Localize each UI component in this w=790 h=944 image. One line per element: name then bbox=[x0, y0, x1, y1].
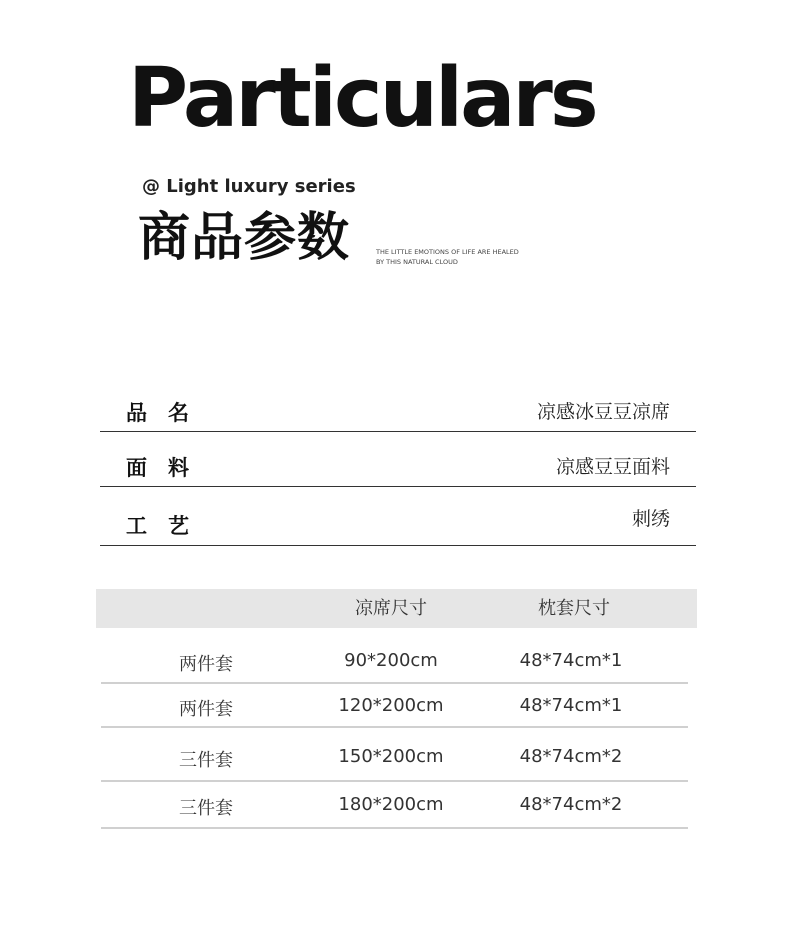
spec-value: 刺绣 bbox=[631, 508, 670, 530]
series-label: @ Light luxury series bbox=[142, 176, 356, 197]
spec-row-name bbox=[100, 397, 696, 427]
tagline-line-1: THE LITTLE EMOTIONS OF LIFE ARE HEALED bbox=[376, 248, 519, 256]
row-divider bbox=[101, 827, 688, 829]
row-divider bbox=[101, 682, 688, 684]
spec-value: 凉感冰豆豆凉席 bbox=[536, 401, 670, 423]
table-cell: 三件套 bbox=[179, 798, 233, 819]
column-header: 枕套尺寸 bbox=[538, 598, 610, 619]
tagline-line-2: BY THIS NATURAL CLOUD bbox=[376, 258, 458, 266]
table-cell: 90*200cm bbox=[344, 650, 438, 671]
spec-label: 工 艺 bbox=[126, 514, 189, 538]
column-header bbox=[126, 589, 286, 628]
page-title: Particulars bbox=[128, 51, 596, 146]
table-cell: 180*200cm bbox=[338, 794, 444, 815]
spec-row-fabric bbox=[100, 452, 696, 482]
spec-row-craft bbox=[100, 504, 696, 538]
spec-label: 面 料 bbox=[126, 456, 189, 480]
section-title: 商品参数 bbox=[138, 208, 351, 268]
table-cell: 120*200cm bbox=[338, 695, 444, 716]
table-cell: 两件套 bbox=[179, 654, 233, 675]
table-cell: 48*74cm*1 bbox=[519, 695, 623, 716]
divider bbox=[100, 545, 696, 546]
spec-label: 品 名 bbox=[126, 401, 189, 425]
divider bbox=[100, 431, 696, 432]
divider bbox=[100, 486, 696, 487]
row-divider bbox=[101, 780, 688, 782]
spec-value: 凉感豆豆面料 bbox=[555, 456, 670, 478]
table-cell: 48*74cm*2 bbox=[519, 794, 623, 815]
table-cell: 150*200cm bbox=[338, 746, 444, 767]
column-header: 凉席尺寸 bbox=[355, 598, 427, 619]
table-cell: 三件套 bbox=[179, 750, 233, 771]
row-divider bbox=[101, 726, 688, 728]
size-table-header bbox=[96, 589, 697, 628]
table-cell: 48*74cm*2 bbox=[519, 746, 623, 767]
table-cell: 两件套 bbox=[179, 699, 233, 720]
table-cell: 48*74cm*1 bbox=[519, 650, 623, 671]
